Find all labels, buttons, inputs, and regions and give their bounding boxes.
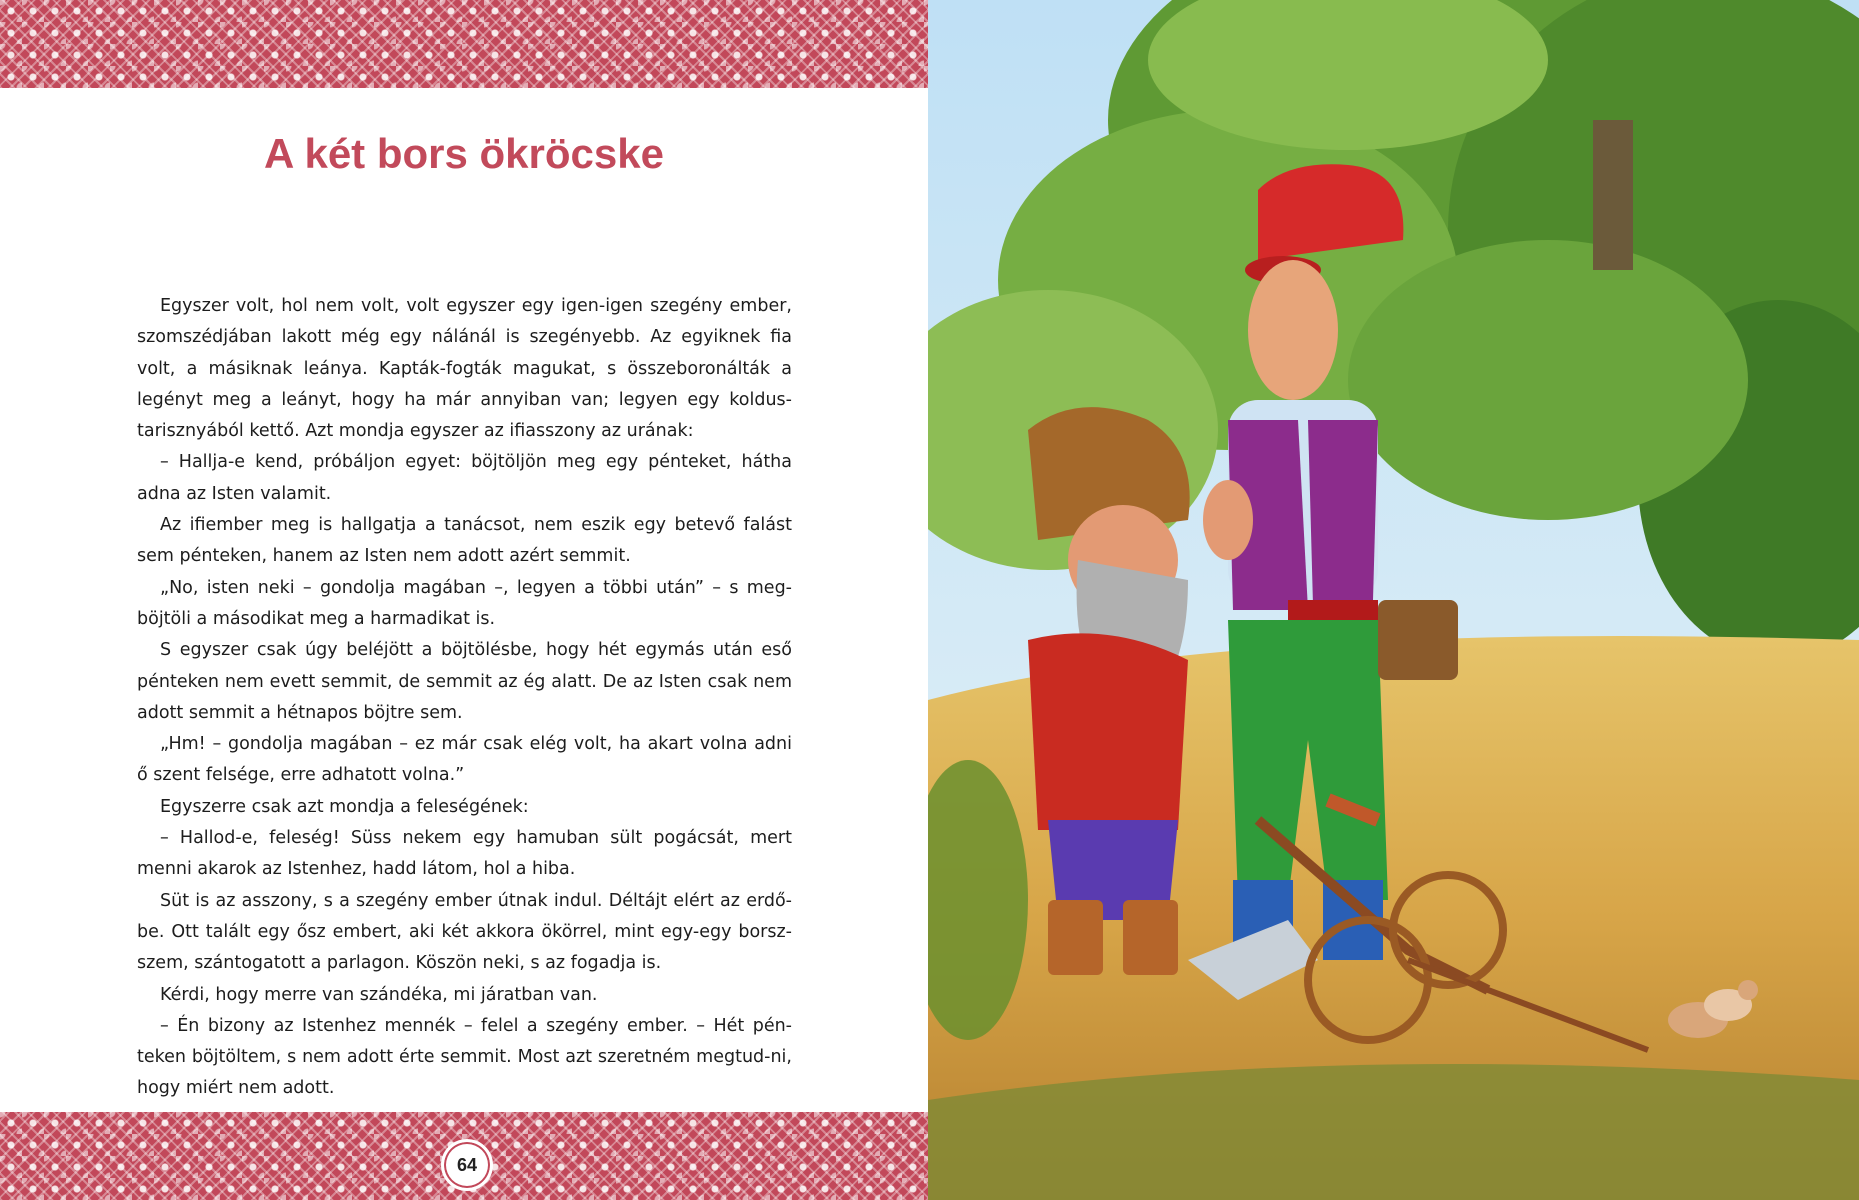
decorative-border-top: [0, 0, 928, 88]
paragraph: „Hm! – gondolja magában – ez már csak elég volt, ha akart volna adni ő szent felsége, erre adhatott volna.”: [137, 734, 792, 786]
paragraph: „No, isten neki – gondolja magában –, legyen a többi után” – s meg-böjtöli a másodikat meg a harmadikat is.: [137, 577, 792, 629]
story-text: [137, 291, 792, 1105]
grass: [928, 1064, 1859, 1200]
paragraph: Süt is az asszony, s a szegény ember útnak indul. Déltájt elért az erdő-be. Ott talált egy ősz embert, aki két akkora ökörrel, mint egy-egy borsz-szem, szántogatott a parlagon. Köszön neki, s az fogadja is.: [137, 890, 792, 974]
paragraph: – Én bizony az Istenhez mennék – felel a szegény ember. – Hét pén-teken böjtöltem, s nem adott érte semmit. Most azt szeretném megtud-ni, hogy miért nem adott.: [137, 1015, 792, 1099]
paragraph: Egyszerre csak azt mondja a feleségének:: [160, 796, 529, 817]
story-title: A két bors ökröcske: [264, 130, 664, 177]
page-number: 64: [441, 1139, 493, 1191]
paragraph: S egyszer csak úgy beléjött a böjtölésbe, hogy hét egymás után eső pénteken nem evett semmit, de semmit az ég alatt. De az Isten csak nem adott semmit a hétnapos böjtre sem.: [137, 640, 792, 723]
story-illustration: [928, 0, 1859, 1200]
paragraph: Egyszer volt, hol nem volt, volt egyszer egy igen-igen szegény ember, szomszédjában lakott még egy nálánál is szegényebb. Az egyiknek fia volt, a másiknak leánya. Kapták-fogták magukat, s összeboronálták a legényt meg a leányt, hogy ha már annyiban van; legyen egy koldus-tarisznyából kettő. Azt mondja egyszer az ifiasszony az urának:: [137, 296, 792, 442]
paragraph: Kérdi, hogy merre van szándéka, mi járatban van.: [160, 984, 598, 1005]
tree-trunk: [1593, 120, 1633, 270]
paragraph: – Hallja-e kend, próbáljon egyet: böjtöljön meg egy pénteket, hátha adna az Isten valamit.: [137, 452, 792, 504]
paragraph: – Hallod-e, feleség! Süss nekem egy hamuban sült pogácsát, mert menni akarok az Istenhez, hadd látom, hol a hiba.: [137, 828, 792, 880]
paragraph: Az ifiember meg is hallgatja a tanácsot, nem eszik egy betevő falást sem pénteken, hanem az Isten nem adott azért semmit.: [137, 515, 792, 567]
illustration-page: [928, 0, 1859, 1200]
left-page: [0, 0, 928, 1200]
